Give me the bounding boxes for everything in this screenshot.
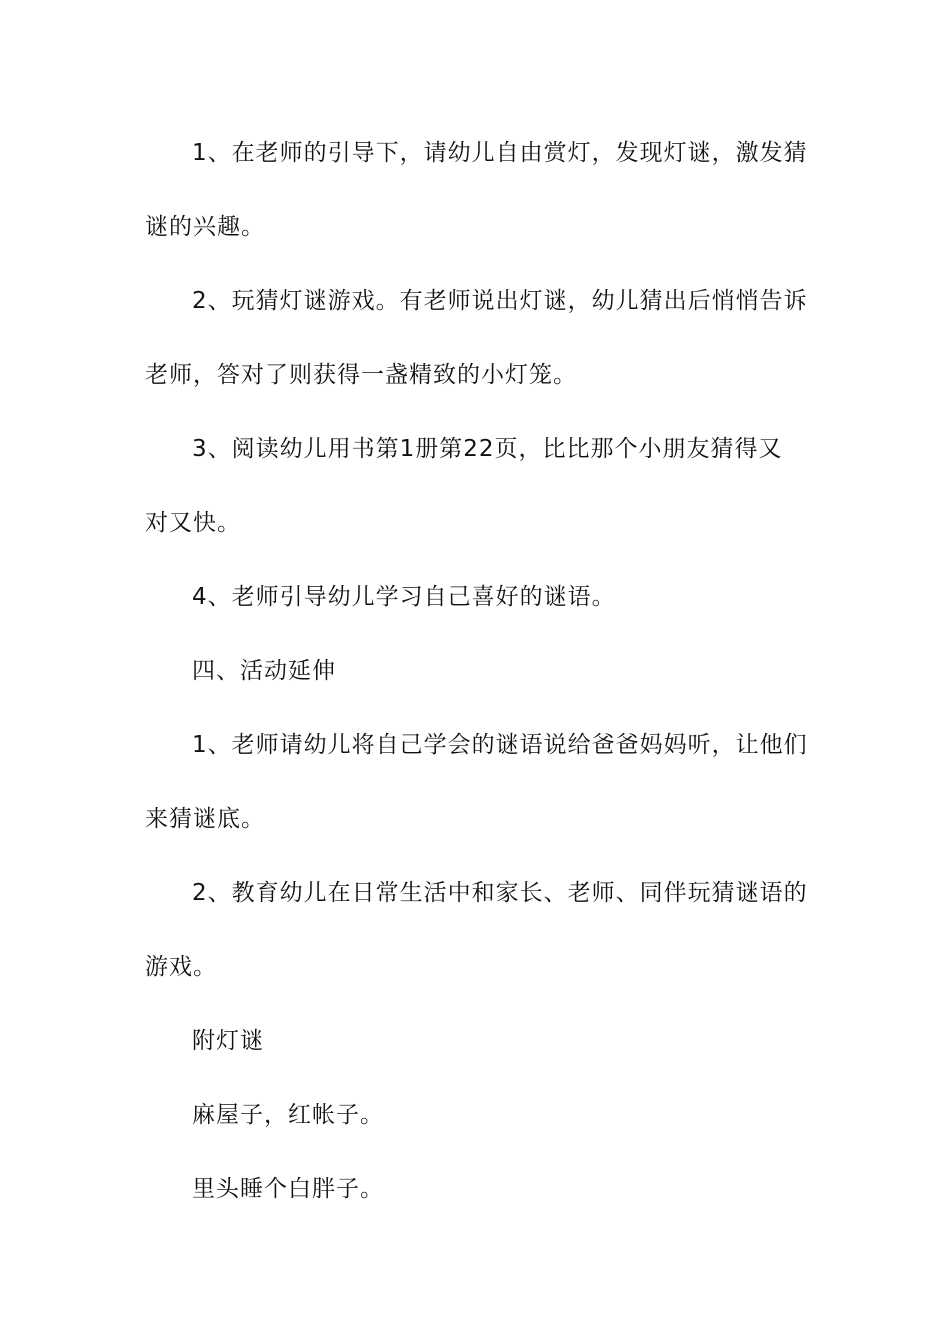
section-heading: 四、活动延伸 bbox=[192, 658, 336, 684]
paragraph-line: 1、老师请幼儿将自己学会的谜语说给爸爸妈妈听，让他们 bbox=[192, 732, 808, 758]
paragraph-line: 2、教育幼儿在日常生活中和家长、老师、同伴玩猜谜语的 bbox=[192, 880, 808, 906]
paragraph-line: 谜的兴趣。 bbox=[145, 214, 265, 240]
riddle-line: 里头睡个白胖子。 bbox=[192, 1176, 384, 1202]
paragraph-line: 4、老师引导幼儿学习自己喜好的谜语。 bbox=[192, 584, 616, 610]
paragraph-line: 对又快。 bbox=[145, 510, 241, 536]
paragraph-line: 游戏。 bbox=[145, 954, 217, 980]
paragraph-line: 2、玩猜灯谜游戏。有老师说出灯谜，幼儿猜出后悄悄告诉 bbox=[192, 288, 808, 314]
paragraph-line: 来猜谜底。 bbox=[145, 806, 265, 832]
paragraph-line: 老师，答对了则获得一盏精致的小灯笼。 bbox=[145, 362, 577, 388]
riddle-heading: 附灯谜 bbox=[192, 1028, 264, 1054]
paragraph-line: 1、在老师的引导下，请幼儿自由赏灯，发现灯谜，激发猜 bbox=[192, 140, 808, 166]
riddle-line: 麻屋子，红帐子。 bbox=[192, 1102, 384, 1128]
paragraph-line: 3、阅读幼儿用书第1册第22页，比比那个小朋友猜得又 bbox=[192, 436, 783, 462]
